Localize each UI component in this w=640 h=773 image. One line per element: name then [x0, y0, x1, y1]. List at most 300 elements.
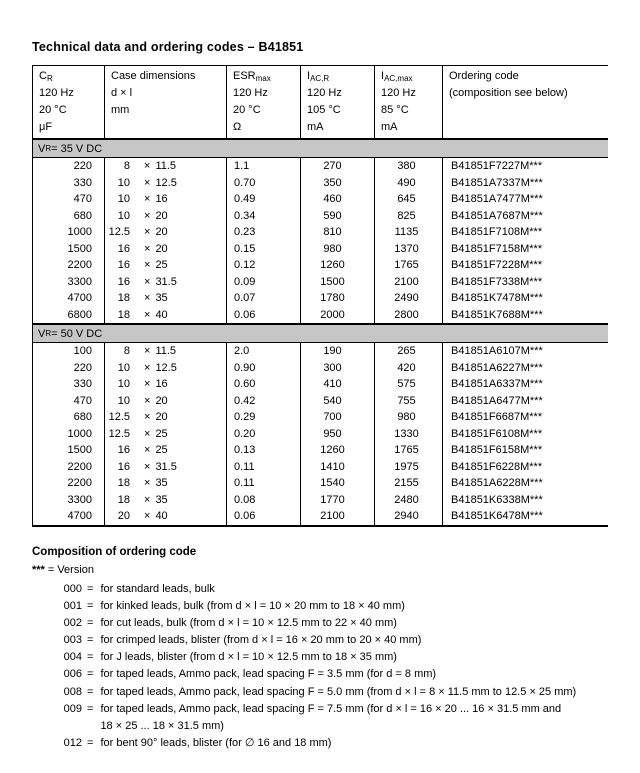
- table-row: [32, 274, 608, 291]
- multiply-sign: ×: [144, 493, 151, 506]
- esr-cell: 0.08: [226, 492, 300, 509]
- header-iacmax-temp: 85 °C: [381, 104, 409, 116]
- table-row: [32, 376, 608, 393]
- esr-cell: 0.70: [226, 175, 300, 192]
- header-cr-freq: 120 Hz: [39, 87, 74, 99]
- cr-cell: 1000: [32, 224, 104, 241]
- iac-r-cell: 1780: [300, 290, 374, 307]
- equals-sign: =: [87, 651, 94, 664]
- iac-max-cell: 2800: [374, 307, 442, 324]
- version-description: [100, 649, 586, 666]
- dim-diameter: 10: [117, 193, 130, 205]
- case-dimension-cell: [104, 343, 226, 360]
- iac-r-cell: 700: [300, 409, 374, 426]
- table-row: [32, 360, 608, 377]
- header-case-label: Case dimensions: [111, 70, 196, 82]
- header-cr-unit: μF: [39, 121, 53, 133]
- cr-cell: 3300: [32, 492, 104, 509]
- case-dimension-cell: [104, 175, 226, 192]
- ordering-code-cell: B41851A7477M***: [442, 191, 608, 208]
- iac-r-cell: 190: [300, 343, 374, 360]
- cr-cell: 680: [32, 409, 104, 426]
- case-dimension-cell: [104, 158, 226, 175]
- ordering-code-cell: B41851F6108M***: [442, 426, 608, 443]
- version-code: 012: [63, 736, 82, 749]
- cr-cell: 2200: [32, 257, 104, 274]
- page-title: Technical data and ordering codes – B41851: [32, 40, 304, 54]
- cr-cell: 220: [32, 360, 104, 377]
- ordering-code-cell: B41851K7478M***: [442, 290, 608, 307]
- dim-length: 35: [155, 493, 168, 506]
- header-iacr-unit: mA: [307, 121, 324, 133]
- composition-item: [62, 666, 618, 683]
- header-esr-symbol: $ESR_{max}$: [233, 70, 271, 83]
- table-row: [32, 409, 608, 426]
- header-cr-temp: 20 °C: [39, 104, 67, 116]
- ordering-code-cell: B41851A7687M***: [442, 208, 608, 225]
- cr-cell: 330: [32, 376, 104, 393]
- iac-r-cell: 540: [300, 393, 374, 410]
- multiply-sign: ×: [144, 209, 151, 222]
- case-dimension-cell: [104, 409, 226, 426]
- iac-r-cell: 980: [300, 241, 374, 258]
- ordering-code-cell: B41851F6158M***: [442, 442, 608, 459]
- dim-length: 20: [155, 411, 168, 423]
- iac-max-cell: 2100: [374, 274, 442, 291]
- ordering-code-cell: B41851A6227M***: [442, 360, 608, 377]
- table-row: [32, 224, 608, 241]
- iac-max-cell: 1370: [374, 241, 442, 258]
- section-label-rest: = 35 V DC: [51, 142, 103, 155]
- esr-cell: 0.07: [226, 290, 300, 307]
- iac-r-cell: 270: [300, 158, 374, 175]
- composition-item: [62, 701, 618, 735]
- dim-length: 20: [155, 226, 168, 238]
- ordering-code-cell: B41851A6337M***: [442, 376, 608, 393]
- header-iacmax-symbol: $I_{AC,max}$: [381, 70, 413, 83]
- dim-diameter: 18: [117, 308, 130, 321]
- table-row: [32, 442, 608, 459]
- dim-length: 31.5: [155, 275, 177, 288]
- header-cell-iac-r: [300, 66, 374, 138]
- composition-item: [62, 649, 618, 666]
- table-row: [32, 307, 608, 324]
- esr-cell: 0.60: [226, 376, 300, 393]
- iac-max-cell: 575: [374, 376, 442, 393]
- dim-diameter: 12.5: [108, 411, 130, 423]
- iac-r-cell: 2100: [300, 508, 374, 525]
- ordering-code-cell: B41851A7337M***: [442, 175, 608, 192]
- equals-sign: =: [87, 583, 94, 595]
- iac-max-cell: 380: [374, 158, 442, 175]
- iac-max-cell: 2490: [374, 290, 442, 307]
- header-cell-esr: [226, 66, 300, 138]
- version-description-line1: for cut leads, bulk (from d × l = 10 × 12.5 mm to 22 × 40 mm): [100, 617, 397, 630]
- iac-r-cell: 460: [300, 191, 374, 208]
- version-description-line1: for kinked leads, bulk (from d × l = 10 × 20 mm to 18 × 40 mm): [100, 600, 405, 613]
- table-row: [32, 208, 608, 225]
- esr-cell: 0.11: [226, 459, 300, 476]
- case-dimension-cell: [104, 508, 226, 525]
- section-label-sub: R: [45, 144, 52, 153]
- equals-sign: =: [87, 685, 94, 698]
- version-description: [100, 615, 586, 632]
- section-label-base: V: [38, 142, 46, 155]
- version-description-line1: for bent 90° leads, blister (for ∅ 16 and 18 mm): [100, 736, 332, 749]
- multiply-sign: ×: [144, 444, 151, 456]
- version-description-line1: for taped leads, Ammo pack, lead spacing F = 5.0 mm (from d × l = 8 × 11.5 mm to 12.5 × 25 mm): [100, 685, 577, 698]
- table-row: [32, 426, 608, 443]
- iac-max-cell: 265: [374, 343, 442, 360]
- table-header-row: [32, 66, 608, 138]
- dim-length: 25: [155, 427, 168, 440]
- dim-length: 11.5: [155, 160, 177, 172]
- dim-diameter: 18: [117, 493, 130, 506]
- dim-length: 35: [155, 292, 168, 304]
- dim-diameter: 18: [117, 477, 130, 489]
- cr-cell: 2200: [32, 475, 104, 492]
- header-cell-case-dimensions: [104, 66, 226, 138]
- equals-sign: =: [87, 600, 94, 613]
- esr-cell: 0.11: [226, 475, 300, 492]
- ordering-code-cell: B41851K6478M***: [442, 508, 608, 525]
- dim-diameter: 12.5: [108, 427, 130, 440]
- ordering-code-cell: B41851K6338M***: [442, 492, 608, 509]
- iac-r-cell: 2000: [300, 307, 374, 324]
- esr-cell: 0.23: [226, 224, 300, 241]
- multiply-sign: ×: [144, 394, 151, 407]
- version-code: 001: [63, 600, 82, 613]
- multiply-sign: ×: [144, 226, 151, 238]
- version-description: [100, 632, 586, 649]
- case-dimension-cell: [104, 257, 226, 274]
- esr-cell: 0.42: [226, 393, 300, 410]
- case-dimension-cell: [104, 191, 226, 208]
- equals-sign: =: [87, 634, 94, 647]
- version-description-line1: for taped leads, Ammo pack, lead spacing F = 7.5 mm (for d × l = 16 × 20 ... 16 × 31.5 mm and: [100, 702, 562, 715]
- section-header-1: [32, 323, 608, 343]
- version-description-line1: for crimped leads, blister (from d × l = 16 × 20 mm to 20 × 40 mm): [100, 634, 422, 647]
- esr-cell: 0.90: [226, 360, 300, 377]
- header-esr-temp: 20 °C: [233, 104, 261, 116]
- technical-data-table: [32, 65, 608, 527]
- header-iacmax-unit: mA: [381, 121, 398, 133]
- header-esr-freq: 120 Hz: [233, 87, 268, 99]
- esr-cell: 0.29: [226, 409, 300, 426]
- header-iacr-temp: 105 °C: [307, 104, 341, 116]
- version-code: 006: [63, 668, 82, 681]
- iac-max-cell: 825: [374, 208, 442, 225]
- multiply-sign: ×: [144, 427, 151, 440]
- dim-length: 25: [155, 444, 168, 456]
- case-dimension-cell: [104, 360, 226, 377]
- iac-r-cell: 810: [300, 224, 374, 241]
- iac-max-cell: 1135: [374, 224, 442, 241]
- cr-cell: 1000: [32, 426, 104, 443]
- composition-list: [62, 581, 618, 752]
- dim-diameter: 12.5: [108, 226, 130, 238]
- version-description-line1: for standard leads, bulk: [100, 583, 215, 595]
- multiply-sign: ×: [144, 259, 151, 271]
- dim-length: 40: [155, 308, 168, 321]
- iac-r-cell: 1410: [300, 459, 374, 476]
- multiply-sign: ×: [144, 361, 151, 374]
- multiply-sign: ×: [144, 176, 151, 189]
- case-dimension-cell: [104, 492, 226, 509]
- case-dimension-cell: [104, 224, 226, 241]
- dim-diameter: 16: [117, 460, 130, 473]
- table-row: [32, 175, 608, 192]
- esr-cell: 0.09: [226, 274, 300, 291]
- case-dimension-cell: [104, 442, 226, 459]
- case-dimension-cell: [104, 241, 226, 258]
- header-cr-symbol: $C_R$: [39, 70, 53, 83]
- version-code: 008: [63, 685, 82, 698]
- dim-length: 25: [155, 259, 168, 271]
- header-esr-unit: Ω: [233, 121, 242, 133]
- case-dimension-cell: [104, 208, 226, 225]
- equals-sign: =: [87, 702, 94, 715]
- iac-max-cell: 1330: [374, 426, 442, 443]
- table-row: [32, 393, 608, 410]
- ordering-code-cell: B41851A6477M***: [442, 393, 608, 410]
- iac-r-cell: 1500: [300, 274, 374, 291]
- dim-length: 20: [155, 209, 168, 222]
- ordering-code-cell: B41851F7338M***: [442, 274, 608, 291]
- table-row: [32, 191, 608, 208]
- dim-diameter: 16: [117, 444, 130, 456]
- dim-diameter: 16: [117, 242, 130, 255]
- version-description-line2: 18 × 25 ... 18 × 31.5 mm): [100, 719, 224, 732]
- multiply-sign: ×: [144, 378, 151, 390]
- esr-cell: 0.20: [226, 426, 300, 443]
- dim-length: 16: [155, 193, 168, 205]
- version-description: [100, 684, 586, 701]
- iac-r-cell: 950: [300, 426, 374, 443]
- version-code: 000: [63, 583, 82, 595]
- multiply-sign: ×: [144, 242, 151, 255]
- composition-item: [62, 735, 618, 752]
- table-row: [32, 241, 608, 258]
- header-ordering-label: Ordering code: [449, 70, 519, 82]
- dim-diameter: 10: [117, 361, 130, 374]
- cr-cell: 330: [32, 175, 104, 192]
- table-row: [32, 475, 608, 492]
- equals-sign: =: [87, 668, 94, 681]
- esr-cell: 0.12: [226, 257, 300, 274]
- version-description-line1: for J leads, blister (from d × l = 10 × 12.5 mm to 18 × 35 mm): [100, 651, 397, 664]
- dim-diameter: 8: [123, 345, 130, 357]
- iac-r-cell: 410: [300, 376, 374, 393]
- dim-diameter: 18: [117, 292, 130, 304]
- iac-max-cell: 1765: [374, 442, 442, 459]
- ordering-code-cell: B41851F7227M***: [442, 158, 608, 175]
- iac-r-cell: 1770: [300, 492, 374, 509]
- case-dimension-cell: [104, 475, 226, 492]
- ordering-code-cell: B41851K7688M***: [442, 307, 608, 324]
- multiply-sign: ×: [144, 510, 151, 522]
- esr-cell: 0.15: [226, 241, 300, 258]
- iac-r-cell: 1260: [300, 257, 374, 274]
- section-label-base: V: [38, 327, 46, 340]
- case-dimension-cell: [104, 307, 226, 324]
- dim-length: 35: [155, 477, 168, 489]
- cr-cell: 1500: [32, 241, 104, 258]
- cr-cell: 680: [32, 208, 104, 225]
- esr-cell: 0.34: [226, 208, 300, 225]
- table-row: [32, 257, 608, 274]
- iac-r-cell: 350: [300, 175, 374, 192]
- header-iacr-freq: 120 Hz: [307, 87, 342, 99]
- table-row: [32, 459, 608, 476]
- dim-diameter: 10: [117, 394, 130, 407]
- section-label-sub: R: [45, 329, 52, 338]
- composition-item: [62, 615, 618, 632]
- composition-heading: Composition of ordering code: [32, 546, 197, 558]
- dim-diameter: 8: [123, 160, 130, 172]
- table-row: [32, 290, 608, 307]
- section-label-rest: = 50 V DC: [51, 327, 103, 340]
- case-dimension-cell: [104, 290, 226, 307]
- multiply-sign: ×: [144, 477, 151, 489]
- header-case-unit: mm: [111, 104, 130, 116]
- cr-cell: 1500: [32, 442, 104, 459]
- multiply-sign: ×: [144, 308, 151, 321]
- dim-length: 12.5: [155, 361, 177, 374]
- cr-cell: 470: [32, 191, 104, 208]
- equals-sign: =: [87, 617, 94, 630]
- ordering-code-cell: B41851F7228M***: [442, 257, 608, 274]
- version-description-line1: for taped leads, Ammo pack, lead spacing F = 3.5 mm (for d = 8 mm): [100, 668, 437, 681]
- dim-length: 31.5: [155, 460, 177, 473]
- multiply-sign: ×: [144, 275, 151, 288]
- ordering-code-cell: B41851A6228M***: [442, 475, 608, 492]
- dim-length: 11.5: [155, 345, 177, 357]
- case-dimension-cell: [104, 426, 226, 443]
- iac-max-cell: 1975: [374, 459, 442, 476]
- iac-r-cell: 590: [300, 208, 374, 225]
- dim-length: 12.5: [155, 176, 177, 189]
- esr-cell: 0.13: [226, 442, 300, 459]
- table-body: [32, 138, 608, 525]
- dim-diameter: 20: [117, 510, 130, 522]
- case-dimension-cell: [104, 393, 226, 410]
- dim-diameter: 10: [117, 378, 130, 390]
- composition-item: [62, 684, 618, 701]
- dim-diameter: 10: [117, 209, 130, 222]
- header-iacmax-freq: 120 Hz: [381, 87, 416, 99]
- header-cell-ordering-code: [442, 66, 608, 138]
- cr-cell: 3300: [32, 274, 104, 291]
- multiply-sign: ×: [144, 193, 151, 205]
- multiply-sign: ×: [144, 411, 151, 423]
- version-description: [100, 701, 586, 735]
- iac-max-cell: 2940: [374, 508, 442, 525]
- version-description: [100, 598, 586, 615]
- ordering-code-cell: B41851F6687M***: [442, 409, 608, 426]
- dim-diameter: 10: [117, 176, 130, 189]
- iac-max-cell: 645: [374, 191, 442, 208]
- case-dimension-cell: [104, 459, 226, 476]
- iac-max-cell: 980: [374, 409, 442, 426]
- header-cell-cr: [32, 66, 104, 138]
- composition-item: [62, 598, 618, 615]
- version-label: = Version: [47, 564, 95, 576]
- dim-length: 16: [155, 378, 168, 390]
- iac-max-cell: 2155: [374, 475, 442, 492]
- table-row: [32, 508, 608, 525]
- version-code: 003: [63, 634, 82, 647]
- esr-cell: 1.1: [226, 158, 300, 175]
- dim-length: 40: [155, 510, 168, 522]
- esr-cell: 0.06: [226, 508, 300, 525]
- iac-r-cell: 1260: [300, 442, 374, 459]
- cr-cell: 100: [32, 343, 104, 360]
- cr-cell: 470: [32, 393, 104, 410]
- version-code: 002: [63, 617, 82, 630]
- header-iacr-symbol: $I_{AC,R}$: [307, 70, 330, 83]
- multiply-sign: ×: [144, 160, 151, 172]
- ordering-code-cell: B41851F7108M***: [442, 224, 608, 241]
- section-header-0: [32, 138, 608, 158]
- version-description: [100, 581, 586, 598]
- version-line: [32, 563, 618, 578]
- cr-cell: 4700: [32, 508, 104, 525]
- version-description: [100, 666, 586, 683]
- iac-max-cell: 420: [374, 360, 442, 377]
- cr-cell: 220: [32, 158, 104, 175]
- header-cell-iac-max: [374, 66, 442, 138]
- multiply-sign: ×: [144, 345, 151, 357]
- table-row: [32, 343, 608, 360]
- ordering-code-cell: B41851A6107M***: [442, 343, 608, 360]
- cr-cell: 6800: [32, 307, 104, 324]
- esr-cell: 0.06: [226, 307, 300, 324]
- header-ordering-note: (composition see below): [449, 87, 568, 99]
- dim-length: 20: [155, 394, 168, 407]
- table-row: [32, 158, 608, 175]
- version-code: 009: [63, 702, 82, 715]
- header-case-dxl: d × l: [111, 87, 133, 99]
- version-code: 004: [63, 651, 82, 664]
- dim-diameter: 16: [117, 275, 130, 288]
- iac-max-cell: 755: [374, 393, 442, 410]
- esr-cell: 0.49: [226, 191, 300, 208]
- composition-item: [62, 632, 618, 649]
- dim-diameter: 16: [117, 259, 130, 271]
- cr-cell: 2200: [32, 459, 104, 476]
- version-description: [100, 735, 586, 752]
- case-dimension-cell: [104, 376, 226, 393]
- iac-max-cell: 1765: [374, 257, 442, 274]
- iac-r-cell: 300: [300, 360, 374, 377]
- case-dimension-cell: [104, 274, 226, 291]
- dim-length: 20: [155, 242, 168, 255]
- iac-r-cell: 1540: [300, 475, 374, 492]
- multiply-sign: ×: [144, 292, 151, 304]
- cr-cell: 4700: [32, 290, 104, 307]
- composition-section: [32, 545, 618, 752]
- equals-sign: =: [87, 736, 94, 749]
- ordering-code-cell: B41851F6228M***: [442, 459, 608, 476]
- table-row: [32, 492, 608, 509]
- version-stars: ***: [32, 564, 45, 576]
- iac-max-cell: 490: [374, 175, 442, 192]
- ordering-code-cell: B41851F7158M***: [442, 241, 608, 258]
- composition-item: [62, 581, 618, 598]
- iac-max-cell: 2480: [374, 492, 442, 509]
- esr-cell: 2.0: [226, 343, 300, 360]
